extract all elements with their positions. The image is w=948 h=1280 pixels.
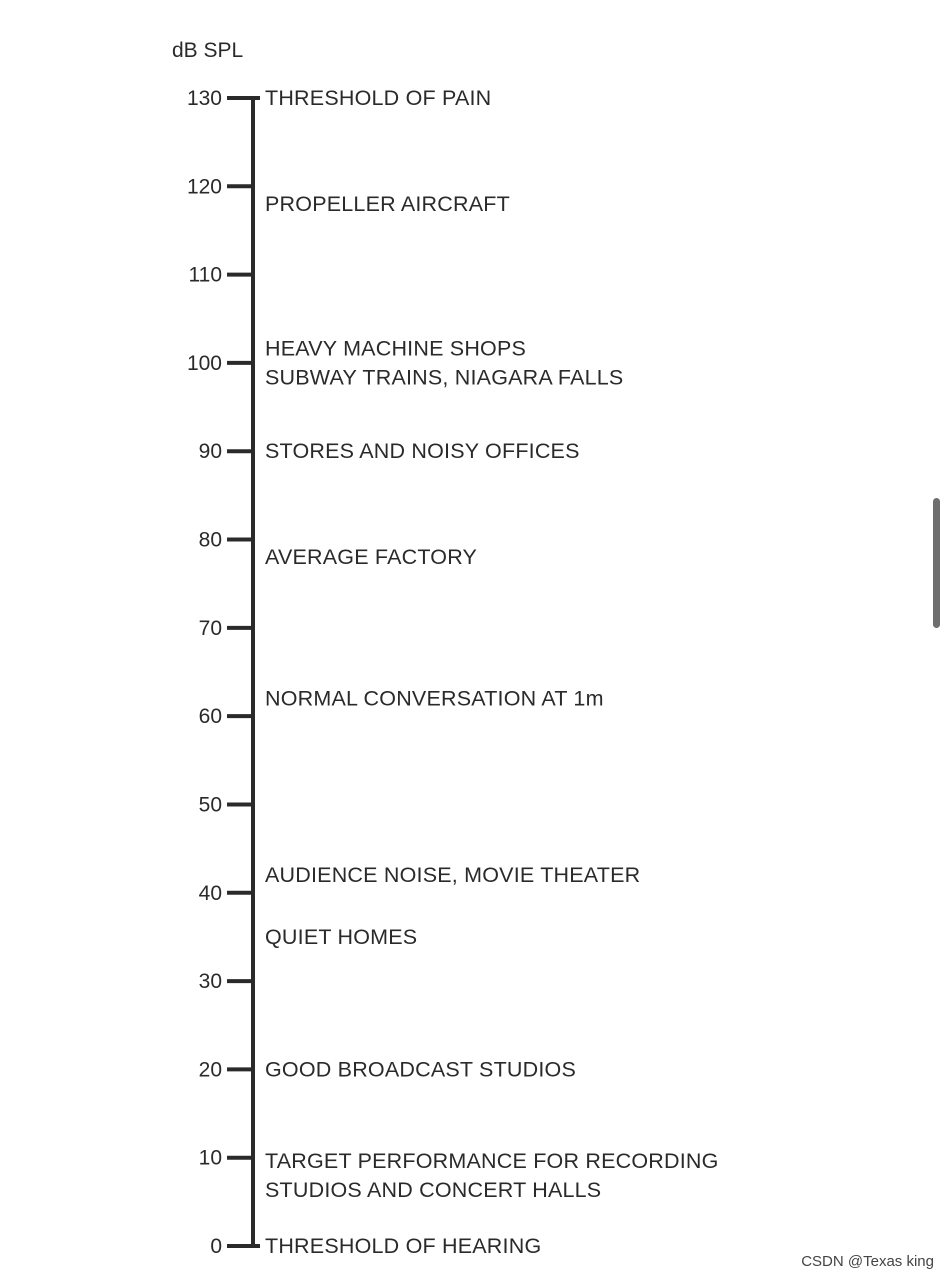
annotation-label: STUDIOS AND CONCERT HALLS	[265, 1177, 602, 1202]
tick-label: 90	[198, 440, 222, 464]
tick-label: 40	[198, 881, 222, 905]
annotation-label: TARGET PERFORMANCE FOR RECORDING	[265, 1148, 719, 1173]
tick-label: 120	[186, 175, 222, 199]
annotation-label: GOOD BROADCAST STUDIOS	[265, 1057, 577, 1082]
axis-title: dB SPL	[172, 39, 244, 62]
tick-label: 10	[198, 1146, 222, 1170]
annotation-label: STORES AND NOISY OFFICES	[265, 439, 580, 464]
tick-label: 50	[198, 793, 222, 817]
annotation-label: AVERAGE FACTORY	[265, 545, 478, 570]
tick-label: 100	[186, 351, 222, 375]
annotation-label: QUIET HOMES	[265, 924, 418, 949]
tick-label: 30	[198, 970, 222, 994]
tick-label: 130	[186, 87, 222, 110]
annotation-label: AUDIENCE NOISE, MOVIE THEATER	[265, 863, 641, 888]
annotation-label: NORMAL CONVERSATION AT 1m	[265, 686, 604, 711]
annotation-label: THRESHOLD OF HEARING	[265, 1234, 542, 1258]
annotation-label: HEAVY MACHINE SHOPS	[265, 336, 527, 361]
annotation-label: SUBWAY TRAINS, NIAGARA FALLS	[265, 365, 624, 390]
annotation-label: PROPELLER AIRCRAFT	[265, 191, 510, 216]
tick-label: 110	[188, 263, 222, 287]
watermark: CSDN @Texas king	[801, 1253, 934, 1270]
tick-label: 20	[198, 1058, 222, 1082]
annotation-label: THRESHOLD OF PAIN	[265, 86, 492, 110]
tick-label: 80	[198, 528, 222, 552]
annotation-group	[265, 86, 719, 1258]
axis-group	[253, 97, 260, 1248]
tick-label: 70	[198, 616, 222, 640]
tick-label: 0	[210, 1235, 222, 1258]
scrollbar-thumb[interactable]	[933, 498, 940, 628]
tick-group	[187, 87, 253, 1258]
tick-label: 60	[198, 705, 222, 729]
